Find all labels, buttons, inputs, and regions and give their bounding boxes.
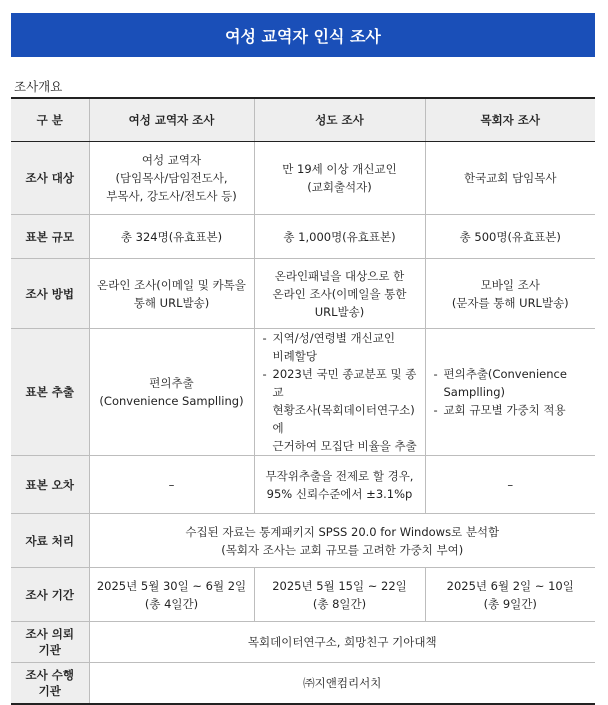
cell: 모바일 조사 (문자를 통해 URL발송) [425, 259, 595, 329]
cell: 2025년 5월 30일 ~ 6월 2일 (총 4일간) [89, 568, 254, 622]
row-error [11, 456, 595, 514]
cell: – [425, 456, 595, 514]
cell: 온라인 조사(이메일 및 카톡을 통해 URL발송) [89, 259, 254, 329]
table-header-row [11, 98, 595, 142]
cell: 온라인패널을 대상으로 한 온라인 조사(이메일을 통한 URL발송) [254, 259, 425, 329]
cell: 총 1,000명(유효표본) [254, 215, 425, 259]
cell: 2025년 6월 2일 ~ 10일 (총 9일간) [425, 568, 595, 622]
row-commissioned-by [11, 622, 595, 663]
cell: 무작위추출을 전제로 할 경우, 95% 신뢰수준에서 ±3.1%p [254, 456, 425, 514]
row-period [11, 568, 595, 622]
survey-overview-table [11, 97, 595, 705]
row-label: 표본 오차 [11, 456, 89, 514]
cell-merged: 목회데이터연구소, 희망친구 기아대책 [89, 622, 595, 663]
row-sample-size [11, 215, 595, 259]
cell: 편의추출 (Convenience Samplling) [89, 329, 254, 456]
header-category: 구 분 [11, 98, 89, 142]
row-target [11, 142, 595, 215]
page-title: 여성 교역자 인식 조사 [225, 26, 381, 46]
row-processing [11, 514, 595, 568]
header-lay-members: 성도 조사 [254, 98, 425, 142]
row-sampling [11, 329, 595, 456]
row-label: 조사 수행 기관 [11, 663, 89, 704]
page-title-banner [11, 13, 595, 57]
cell-bullets [425, 329, 595, 456]
cell-merged: 수집된 자료는 통계패키지 SPSS 20.0 for Windows로 분석함 (목회자 조사는 교회 규모를 고려한 가중치 부여) [89, 514, 595, 568]
bullet-item: - 교회 규모별 가중치 적용 [434, 401, 592, 419]
cell-merged: ㈜지앤컴리서치 [89, 663, 595, 704]
row-label: 자료 처리 [11, 514, 89, 568]
cell: 2025년 5월 15일 ~ 22일 (총 8일간) [254, 568, 425, 622]
row-label: 조사 기간 [11, 568, 89, 622]
bullet-item: - 지역/성/연령별 개신교인 비례할당 [263, 329, 421, 365]
header-pastors: 목회자 조사 [425, 98, 595, 142]
row-label: 조사 대상 [11, 142, 89, 215]
cell: – [89, 456, 254, 514]
bullet-item: - 2023년 국민 종교분포 및 종교 현황조사(목회데이터연구소)에 근거하여 모집단 비율을 추출 [263, 365, 421, 455]
cell: 총 324명(유효표본) [89, 215, 254, 259]
row-label: 조사 방법 [11, 259, 89, 329]
row-conducted-by [11, 663, 595, 704]
cell: 총 500명(유효표본) [425, 215, 595, 259]
header-female-ministers: 여성 교역자 조사 [89, 98, 254, 142]
row-label: 표본 규모 [11, 215, 89, 259]
bullet-item: - 편의추출(Convenience Samplling) [434, 365, 592, 401]
cell: 만 19세 이상 개신교인 (교회출석자) [254, 142, 425, 215]
row-label: 표본 추출 [11, 329, 89, 456]
cell: 한국교회 담임목사 [425, 142, 595, 215]
row-method [11, 259, 595, 329]
cell: 여성 교역자 (담임목사/담임전도사, 부목사, 강도사/전도사 등) [89, 142, 254, 215]
row-label: 조사 의뢰 기관 [11, 622, 89, 663]
section-label: 조사개요 [14, 79, 63, 94]
cell-bullets [254, 329, 425, 456]
